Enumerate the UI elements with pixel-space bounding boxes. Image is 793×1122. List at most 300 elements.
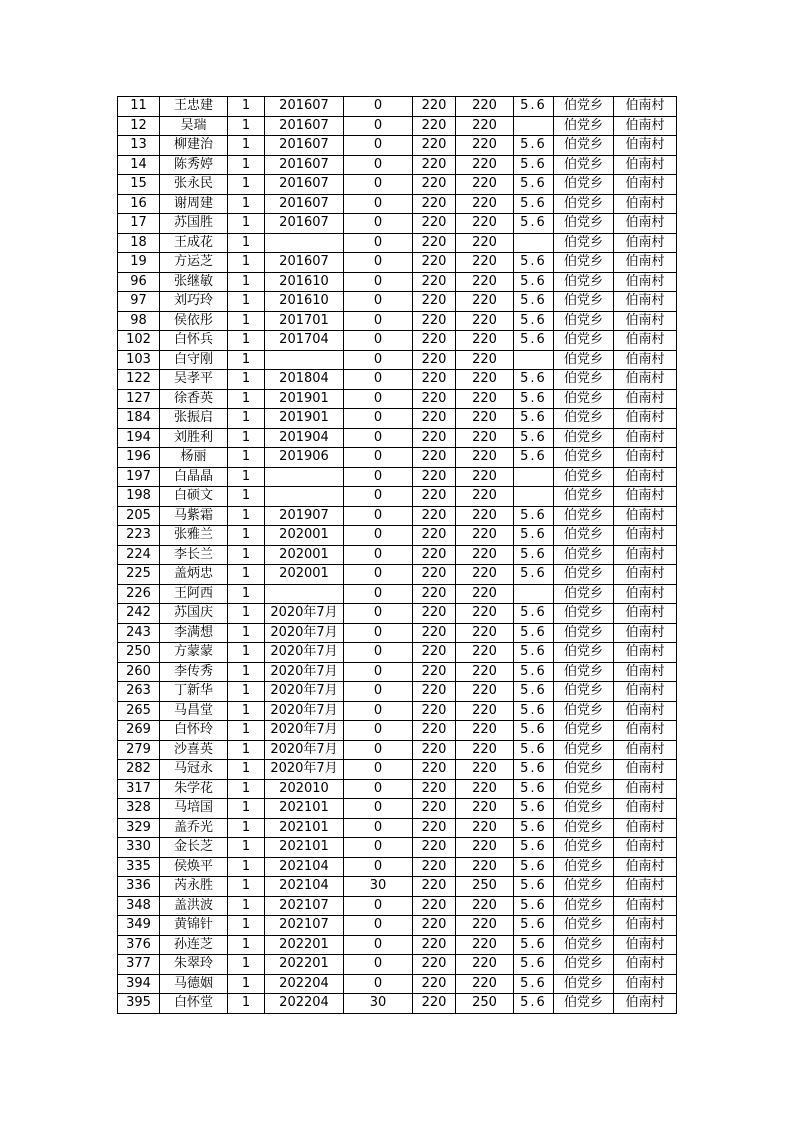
rate-value-cell: 5.6 xyxy=(514,818,554,838)
extra-amount-cell: 30 xyxy=(344,994,413,1014)
rate-value-cell xyxy=(514,233,554,253)
extra-amount-cell: 0 xyxy=(344,97,413,117)
person-name-cell: 芮永胜 xyxy=(160,877,228,897)
row-number-cell: 225 xyxy=(118,565,160,585)
rate-value-cell: 5.6 xyxy=(514,838,554,858)
village-name-cell: 伯南村 xyxy=(614,916,677,936)
extra-amount-cell: 0 xyxy=(344,799,413,819)
rate-value-cell: 5.6 xyxy=(514,994,554,1014)
township-name-cell: 伯党乡 xyxy=(554,779,614,799)
base-amount-cell: 220 xyxy=(413,487,456,507)
person-name-cell: 朱翠玲 xyxy=(160,955,228,975)
household-count-cell: 1 xyxy=(228,272,265,292)
village-name-cell: 伯南村 xyxy=(614,292,677,312)
start-date-cell: 2020年7月 xyxy=(265,682,344,702)
base-amount-cell: 220 xyxy=(413,740,456,760)
township-name-cell: 伯党乡 xyxy=(554,175,614,195)
base-amount-cell: 220 xyxy=(413,409,456,429)
table-row xyxy=(118,116,677,136)
rate-value-cell: 5.6 xyxy=(514,896,554,916)
township-name-cell: 伯党乡 xyxy=(554,311,614,331)
township-name-cell: 伯党乡 xyxy=(554,233,614,253)
township-name-cell: 伯党乡 xyxy=(554,448,614,468)
base-amount-cell: 220 xyxy=(413,896,456,916)
household-count-cell: 1 xyxy=(228,253,265,273)
household-count-cell: 1 xyxy=(228,779,265,799)
person-name-cell: 李长兰 xyxy=(160,545,228,565)
total-amount-cell: 220 xyxy=(456,448,514,468)
base-amount-cell: 220 xyxy=(413,779,456,799)
rate-value-cell: 5.6 xyxy=(514,506,554,526)
household-count-cell: 1 xyxy=(228,487,265,507)
row-number-cell: 226 xyxy=(118,584,160,604)
person-name-cell: 李满想 xyxy=(160,623,228,643)
total-amount-cell: 250 xyxy=(456,877,514,897)
person-name-cell: 白守刚 xyxy=(160,350,228,370)
row-number-cell: 394 xyxy=(118,974,160,994)
row-number-cell: 376 xyxy=(118,935,160,955)
table-row xyxy=(118,584,677,604)
household-count-cell: 1 xyxy=(228,740,265,760)
extra-amount-cell: 0 xyxy=(344,467,413,487)
rate-value-cell: 5.6 xyxy=(514,526,554,546)
table-row xyxy=(118,916,677,936)
rate-value-cell: 5.6 xyxy=(514,760,554,780)
village-name-cell: 伯南村 xyxy=(614,760,677,780)
village-name-cell: 伯南村 xyxy=(614,740,677,760)
extra-amount-cell: 0 xyxy=(344,779,413,799)
total-amount-cell: 220 xyxy=(456,857,514,877)
base-amount-cell: 220 xyxy=(413,389,456,409)
extra-amount-cell: 0 xyxy=(344,116,413,136)
village-name-cell: 伯南村 xyxy=(614,350,677,370)
person-name-cell: 盖乔光 xyxy=(160,818,228,838)
village-name-cell: 伯南村 xyxy=(614,194,677,214)
person-name-cell: 陈秀婷 xyxy=(160,155,228,175)
extra-amount-cell: 0 xyxy=(344,857,413,877)
row-number-cell: 242 xyxy=(118,604,160,624)
table-row xyxy=(118,565,677,585)
row-number-cell: 223 xyxy=(118,526,160,546)
village-name-cell: 伯南村 xyxy=(614,311,677,331)
extra-amount-cell: 0 xyxy=(344,175,413,195)
table-row xyxy=(118,857,677,877)
start-date-cell xyxy=(265,487,344,507)
village-name-cell: 伯南村 xyxy=(614,155,677,175)
household-count-cell: 1 xyxy=(228,955,265,975)
base-amount-cell: 220 xyxy=(413,799,456,819)
rate-value-cell xyxy=(514,116,554,136)
total-amount-cell: 220 xyxy=(456,253,514,273)
base-amount-cell: 220 xyxy=(413,974,456,994)
base-amount-cell: 220 xyxy=(413,682,456,702)
township-name-cell: 伯党乡 xyxy=(554,97,614,117)
village-name-cell: 伯南村 xyxy=(614,253,677,273)
extra-amount-cell: 0 xyxy=(344,896,413,916)
person-name-cell: 刘巧玲 xyxy=(160,292,228,312)
table-row xyxy=(118,740,677,760)
base-amount-cell: 220 xyxy=(413,467,456,487)
roster-table xyxy=(117,96,677,1014)
village-name-cell: 伯南村 xyxy=(614,331,677,351)
person-name-cell: 马昌堂 xyxy=(160,701,228,721)
rate-value-cell: 5.6 xyxy=(514,389,554,409)
start-date-cell: 201607 xyxy=(265,155,344,175)
person-name-cell: 侯焕平 xyxy=(160,857,228,877)
base-amount-cell: 220 xyxy=(413,994,456,1014)
person-name-cell: 盖洪波 xyxy=(160,896,228,916)
base-amount-cell: 220 xyxy=(413,350,456,370)
table-row xyxy=(118,896,677,916)
row-number-cell: 348 xyxy=(118,896,160,916)
base-amount-cell: 220 xyxy=(413,584,456,604)
rate-value-cell: 5.6 xyxy=(514,292,554,312)
village-name-cell: 伯南村 xyxy=(614,116,677,136)
row-number-cell: 11 xyxy=(118,97,160,117)
table-row xyxy=(118,409,677,429)
village-name-cell: 伯南村 xyxy=(614,935,677,955)
base-amount-cell: 220 xyxy=(413,448,456,468)
extra-amount-cell: 0 xyxy=(344,214,413,234)
village-name-cell: 伯南村 xyxy=(614,389,677,409)
base-amount-cell: 220 xyxy=(413,721,456,741)
row-number-cell: 127 xyxy=(118,389,160,409)
rate-value-cell: 5.6 xyxy=(514,682,554,702)
total-amount-cell: 220 xyxy=(456,370,514,390)
table-row xyxy=(118,779,677,799)
household-count-cell: 1 xyxy=(228,974,265,994)
start-date-cell: 201901 xyxy=(265,389,344,409)
table-body xyxy=(118,97,677,1014)
person-name-cell: 方蒙蒙 xyxy=(160,643,228,663)
row-number-cell: 19 xyxy=(118,253,160,273)
village-name-cell: 伯南村 xyxy=(614,994,677,1014)
base-amount-cell: 220 xyxy=(413,428,456,448)
extra-amount-cell: 0 xyxy=(344,545,413,565)
person-name-cell: 黄锦针 xyxy=(160,916,228,936)
start-date-cell: 202101 xyxy=(265,838,344,858)
extra-amount-cell: 0 xyxy=(344,974,413,994)
household-count-cell: 1 xyxy=(228,701,265,721)
base-amount-cell: 220 xyxy=(413,935,456,955)
extra-amount-cell: 0 xyxy=(344,565,413,585)
start-date-cell: 202204 xyxy=(265,994,344,1014)
base-amount-cell: 220 xyxy=(413,136,456,156)
extra-amount-cell: 0 xyxy=(344,662,413,682)
base-amount-cell: 220 xyxy=(413,565,456,585)
row-number-cell: 243 xyxy=(118,623,160,643)
person-name-cell: 马德姻 xyxy=(160,974,228,994)
household-count-cell: 1 xyxy=(228,97,265,117)
row-number-cell: 184 xyxy=(118,409,160,429)
person-name-cell: 马紫霜 xyxy=(160,506,228,526)
township-name-cell: 伯党乡 xyxy=(554,721,614,741)
start-date-cell: 202201 xyxy=(265,935,344,955)
village-name-cell: 伯南村 xyxy=(614,136,677,156)
table-row xyxy=(118,136,677,156)
rate-value-cell: 5.6 xyxy=(514,701,554,721)
township-name-cell: 伯党乡 xyxy=(554,643,614,663)
village-name-cell: 伯南村 xyxy=(614,779,677,799)
household-count-cell: 1 xyxy=(228,682,265,702)
base-amount-cell: 220 xyxy=(413,253,456,273)
rate-value-cell: 5.6 xyxy=(514,935,554,955)
person-name-cell: 王成花 xyxy=(160,233,228,253)
total-amount-cell: 220 xyxy=(456,97,514,117)
base-amount-cell: 220 xyxy=(413,506,456,526)
person-name-cell: 张雅兰 xyxy=(160,526,228,546)
rate-value-cell: 5.6 xyxy=(514,565,554,585)
village-name-cell: 伯南村 xyxy=(614,175,677,195)
village-name-cell: 伯南村 xyxy=(614,428,677,448)
row-number-cell: 98 xyxy=(118,311,160,331)
start-date-cell: 202001 xyxy=(265,545,344,565)
township-name-cell: 伯党乡 xyxy=(554,565,614,585)
village-name-cell: 伯南村 xyxy=(614,233,677,253)
start-date-cell: 202010 xyxy=(265,779,344,799)
start-date-cell: 2020年7月 xyxy=(265,623,344,643)
total-amount-cell: 220 xyxy=(456,467,514,487)
person-name-cell: 朱学花 xyxy=(160,779,228,799)
start-date-cell: 201607 xyxy=(265,253,344,273)
row-number-cell: 13 xyxy=(118,136,160,156)
total-amount-cell: 220 xyxy=(456,136,514,156)
person-name-cell: 孙连芝 xyxy=(160,935,228,955)
base-amount-cell: 220 xyxy=(413,116,456,136)
village-name-cell: 伯南村 xyxy=(614,818,677,838)
base-amount-cell: 220 xyxy=(413,155,456,175)
township-name-cell: 伯党乡 xyxy=(554,292,614,312)
household-count-cell: 1 xyxy=(228,799,265,819)
household-count-cell: 1 xyxy=(228,350,265,370)
township-name-cell: 伯党乡 xyxy=(554,955,614,975)
household-count-cell: 1 xyxy=(228,643,265,663)
total-amount-cell: 220 xyxy=(456,155,514,175)
household-count-cell: 1 xyxy=(228,233,265,253)
rate-value-cell: 5.6 xyxy=(514,214,554,234)
person-name-cell: 张永民 xyxy=(160,175,228,195)
township-name-cell: 伯党乡 xyxy=(554,272,614,292)
rate-value-cell: 5.6 xyxy=(514,370,554,390)
rate-value-cell: 5.6 xyxy=(514,97,554,117)
table-row xyxy=(118,233,677,253)
township-name-cell: 伯党乡 xyxy=(554,194,614,214)
table-row xyxy=(118,292,677,312)
extra-amount-cell: 0 xyxy=(344,350,413,370)
table-row xyxy=(118,643,677,663)
person-name-cell: 白晶晶 xyxy=(160,467,228,487)
person-name-cell: 马培国 xyxy=(160,799,228,819)
start-date-cell: 2020年7月 xyxy=(265,662,344,682)
row-number-cell: 349 xyxy=(118,916,160,936)
township-name-cell: 伯党乡 xyxy=(554,877,614,897)
total-amount-cell: 220 xyxy=(456,896,514,916)
total-amount-cell: 220 xyxy=(456,916,514,936)
rate-value-cell: 5.6 xyxy=(514,155,554,175)
village-name-cell: 伯南村 xyxy=(614,955,677,975)
village-name-cell: 伯南村 xyxy=(614,214,677,234)
person-name-cell: 侯依彤 xyxy=(160,311,228,331)
person-name-cell: 杨丽 xyxy=(160,448,228,468)
table-row xyxy=(118,428,677,448)
person-name-cell: 吴瑞 xyxy=(160,116,228,136)
row-number-cell: 12 xyxy=(118,116,160,136)
person-name-cell: 王忠建 xyxy=(160,97,228,117)
base-amount-cell: 220 xyxy=(413,292,456,312)
total-amount-cell: 220 xyxy=(456,779,514,799)
household-count-cell: 1 xyxy=(228,760,265,780)
start-date-cell: 202107 xyxy=(265,896,344,916)
village-name-cell: 伯南村 xyxy=(614,370,677,390)
township-name-cell: 伯党乡 xyxy=(554,701,614,721)
table-row xyxy=(118,467,677,487)
row-number-cell: 260 xyxy=(118,662,160,682)
person-name-cell: 李传秀 xyxy=(160,662,228,682)
township-name-cell: 伯党乡 xyxy=(554,545,614,565)
rate-value-cell: 5.6 xyxy=(514,916,554,936)
rate-value-cell: 5.6 xyxy=(514,448,554,468)
village-name-cell: 伯南村 xyxy=(614,721,677,741)
village-name-cell: 伯南村 xyxy=(614,506,677,526)
table-row xyxy=(118,877,677,897)
extra-amount-cell: 0 xyxy=(344,682,413,702)
village-name-cell: 伯南村 xyxy=(614,97,677,117)
row-number-cell: 16 xyxy=(118,194,160,214)
rate-value-cell xyxy=(514,350,554,370)
township-name-cell: 伯党乡 xyxy=(554,799,614,819)
total-amount-cell: 220 xyxy=(456,409,514,429)
township-name-cell: 伯党乡 xyxy=(554,740,614,760)
rate-value-cell: 5.6 xyxy=(514,311,554,331)
extra-amount-cell: 30 xyxy=(344,877,413,897)
township-name-cell: 伯党乡 xyxy=(554,487,614,507)
extra-amount-cell: 0 xyxy=(344,760,413,780)
row-number-cell: 103 xyxy=(118,350,160,370)
row-number-cell: 263 xyxy=(118,682,160,702)
base-amount-cell: 220 xyxy=(413,175,456,195)
township-name-cell: 伯党乡 xyxy=(554,116,614,136)
table-row xyxy=(118,311,677,331)
start-date-cell: 202107 xyxy=(265,916,344,936)
row-number-cell: 269 xyxy=(118,721,160,741)
township-name-cell: 伯党乡 xyxy=(554,389,614,409)
rate-value-cell: 5.6 xyxy=(514,740,554,760)
extra-amount-cell: 0 xyxy=(344,506,413,526)
village-name-cell: 伯南村 xyxy=(614,701,677,721)
start-date-cell: 201607 xyxy=(265,175,344,195)
row-number-cell: 265 xyxy=(118,701,160,721)
household-count-cell: 1 xyxy=(228,565,265,585)
start-date-cell xyxy=(265,233,344,253)
township-name-cell: 伯党乡 xyxy=(554,818,614,838)
row-number-cell: 194 xyxy=(118,428,160,448)
rate-value-cell: 5.6 xyxy=(514,428,554,448)
village-name-cell: 伯南村 xyxy=(614,545,677,565)
extra-amount-cell: 0 xyxy=(344,448,413,468)
start-date-cell: 201610 xyxy=(265,292,344,312)
total-amount-cell: 220 xyxy=(456,682,514,702)
base-amount-cell: 220 xyxy=(413,818,456,838)
household-count-cell: 1 xyxy=(228,155,265,175)
extra-amount-cell: 0 xyxy=(344,740,413,760)
village-name-cell: 伯南村 xyxy=(614,896,677,916)
person-name-cell: 谢周建 xyxy=(160,194,228,214)
row-number-cell: 15 xyxy=(118,175,160,195)
total-amount-cell: 220 xyxy=(456,311,514,331)
person-name-cell: 白怀兵 xyxy=(160,331,228,351)
extra-amount-cell: 0 xyxy=(344,194,413,214)
person-name-cell: 吴孝平 xyxy=(160,370,228,390)
rate-value-cell: 5.6 xyxy=(514,136,554,156)
row-number-cell: 198 xyxy=(118,487,160,507)
extra-amount-cell: 0 xyxy=(344,253,413,273)
extra-amount-cell: 0 xyxy=(344,935,413,955)
base-amount-cell: 220 xyxy=(413,545,456,565)
base-amount-cell: 220 xyxy=(413,955,456,975)
base-amount-cell: 220 xyxy=(413,877,456,897)
township-name-cell: 伯党乡 xyxy=(554,857,614,877)
table-row xyxy=(118,272,677,292)
total-amount-cell: 220 xyxy=(456,350,514,370)
row-number-cell: 279 xyxy=(118,740,160,760)
rate-value-cell: 5.6 xyxy=(514,194,554,214)
row-number-cell: 336 xyxy=(118,877,160,897)
total-amount-cell: 220 xyxy=(456,292,514,312)
township-name-cell: 伯党乡 xyxy=(554,136,614,156)
rate-value-cell xyxy=(514,584,554,604)
rate-value-cell: 5.6 xyxy=(514,721,554,741)
start-date-cell: 2020年7月 xyxy=(265,760,344,780)
total-amount-cell: 220 xyxy=(456,565,514,585)
table-row xyxy=(118,623,677,643)
person-name-cell: 苏国庆 xyxy=(160,604,228,624)
rate-value-cell: 5.6 xyxy=(514,799,554,819)
row-number-cell: 282 xyxy=(118,760,160,780)
table-row xyxy=(118,701,677,721)
total-amount-cell: 220 xyxy=(456,116,514,136)
township-name-cell: 伯党乡 xyxy=(554,331,614,351)
extra-amount-cell: 0 xyxy=(344,916,413,936)
rate-value-cell xyxy=(514,467,554,487)
start-date-cell: 201607 xyxy=(265,214,344,234)
start-date-cell: 202101 xyxy=(265,818,344,838)
total-amount-cell: 220 xyxy=(456,799,514,819)
total-amount-cell: 220 xyxy=(456,428,514,448)
household-count-cell: 1 xyxy=(228,877,265,897)
village-name-cell: 伯南村 xyxy=(614,526,677,546)
start-date-cell: 201610 xyxy=(265,272,344,292)
row-number-cell: 97 xyxy=(118,292,160,312)
table-row xyxy=(118,935,677,955)
rate-value-cell: 5.6 xyxy=(514,272,554,292)
total-amount-cell: 220 xyxy=(456,662,514,682)
table-row xyxy=(118,175,677,195)
start-date-cell: 2020年7月 xyxy=(265,721,344,741)
total-amount-cell: 220 xyxy=(456,740,514,760)
township-name-cell: 伯党乡 xyxy=(554,760,614,780)
township-name-cell: 伯党乡 xyxy=(554,838,614,858)
village-name-cell: 伯南村 xyxy=(614,467,677,487)
start-date-cell: 201607 xyxy=(265,194,344,214)
start-date-cell: 202001 xyxy=(265,565,344,585)
total-amount-cell: 220 xyxy=(456,331,514,351)
household-count-cell: 1 xyxy=(228,662,265,682)
household-count-cell: 1 xyxy=(228,604,265,624)
rate-value-cell: 5.6 xyxy=(514,662,554,682)
table-row xyxy=(118,838,677,858)
table-row xyxy=(118,97,677,117)
extra-amount-cell: 0 xyxy=(344,584,413,604)
